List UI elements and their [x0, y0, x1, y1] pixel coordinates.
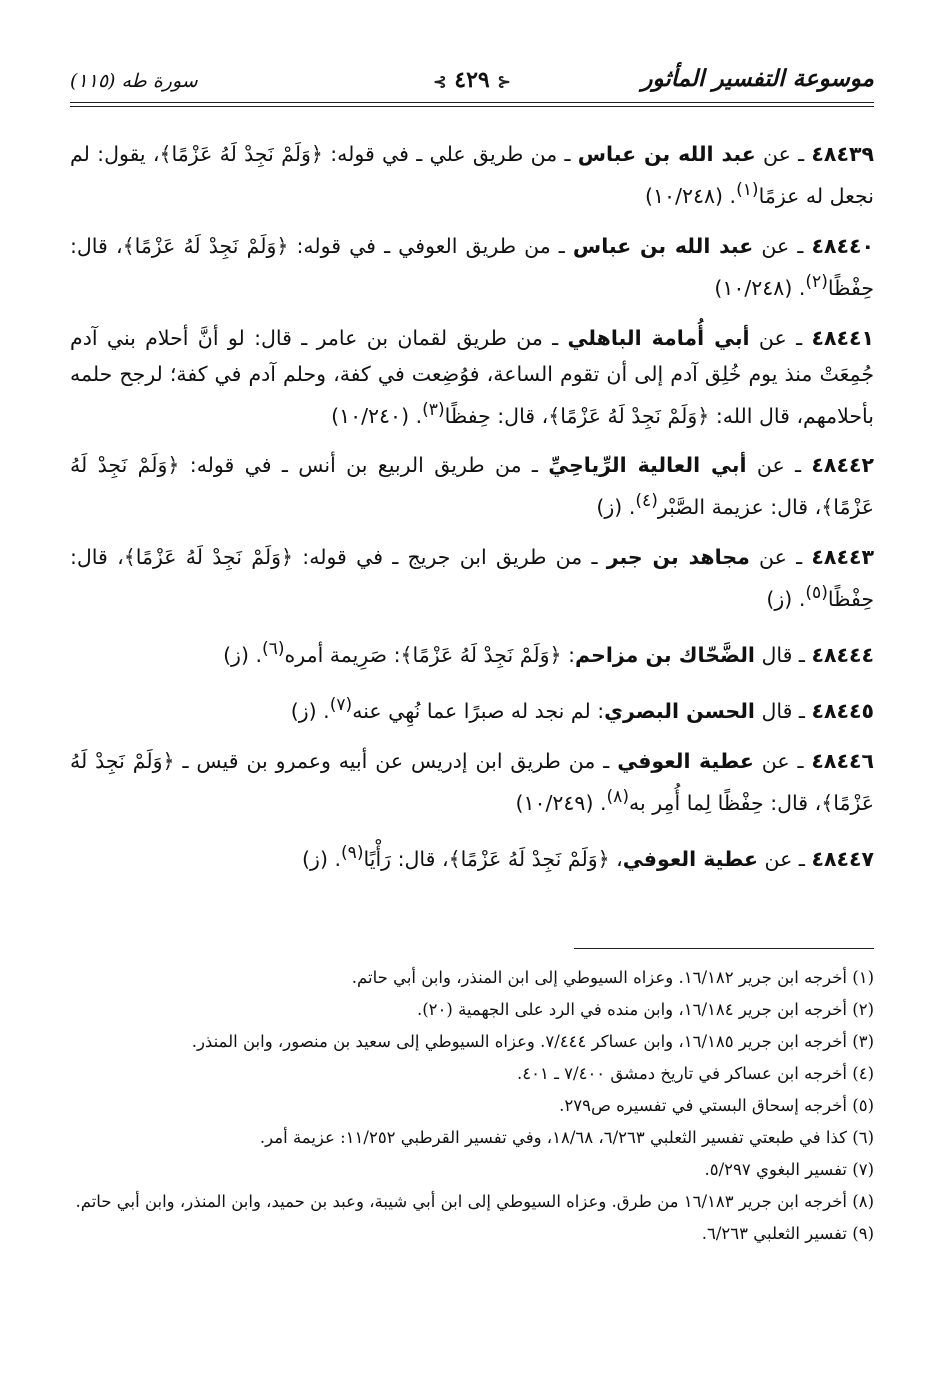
footnote-ref[interactable]: (٧): [329, 694, 353, 715]
narrator-name: أبي أُمامة الباهلي: [567, 325, 750, 350]
entry-text: ـ عن: [753, 748, 812, 773]
entry-text: .: [622, 495, 636, 520]
footnote: (٦) كذا في طبعتي تفسير الثعلبي ٦/٢٦٣، ١٨/٦٨، وفي تفسير القرطبي ١١/٢٥٢: عزيمة أمر.: [259, 1128, 874, 1147]
quran-quote: ﴿وَلَمْ نَجِدْ لَهُ عَزْمًا﴾: [548, 403, 710, 428]
entry-text: .: [248, 642, 263, 667]
source-ref: (ز): [290, 698, 317, 723]
footnote-ref[interactable]: (٣): [422, 399, 445, 420]
narrator-name: الحسن البصري: [604, 698, 755, 723]
footnote: (٤) أخرجه ابن عساكر في تاريخ دمشق ٧/٤٠٠ ـ ٤٠١.: [516, 1064, 874, 1083]
narrator-name: عطية العوفي: [617, 748, 754, 773]
entry: [70, 447, 874, 525]
narrator-name: عبد الله بن عباس: [577, 142, 756, 166]
entry-text: ـ من طريق لقمان بن عامر ـ قال: لو أنَّ أحلام بني آدم جُمِعَتْ منذ يوم خُلِق آدم إلى أن تقوم الساعة، فوُضِعت في كفة، وحلم آدم في كفة؛ لرجح حلمه بأحلامهم، قال الله:: [70, 325, 874, 428]
entry-number: ٤٨٤٤٤: [811, 642, 874, 667]
entry-text: .: [593, 790, 607, 815]
quran-quote: ﴿وَلَمْ نَجِدْ لَهُ عَزْمًا﴾: [123, 545, 294, 570]
source-ref: (ز): [302, 846, 328, 871]
page-number: ٤٢٩: [454, 67, 490, 93]
footnote: (٨) أخرجه ابن جرير ١٦/١٨٣ من طرق. وعزاه السيوطي إلى ابن أبي شيبة، وعبد بن حميد، وابن المنذر، وابن أبي حاتم.: [75, 1192, 874, 1211]
quran-quote: ﴿وَلَمْ نَجِدْ لَهُ عَزْمًا﴾: [70, 748, 874, 815]
entry: [70, 228, 874, 306]
quran-quote: ﴿وَلَمْ نَجِدْ لَهُ عَزْمًا﴾: [70, 453, 874, 520]
entry-number: ٤٨٤٤٠: [811, 233, 874, 258]
narrator-name: عطية العوفي: [622, 846, 759, 871]
narrator-name: مجاهد بن جبر: [606, 545, 750, 570]
entry-text: ،: [609, 846, 623, 871]
entry-text: .: [327, 846, 341, 871]
entry-text: ، قال: حِفْظًا لِما أُمِر به: [629, 790, 822, 815]
footnote-ref[interactable]: (٩): [341, 842, 364, 863]
source-ref: (ز): [596, 495, 623, 520]
entry-text: ـ عن: [753, 233, 812, 258]
footnote-ref[interactable]: (٥): [805, 583, 828, 604]
entry-text: .: [792, 275, 806, 300]
entry-text: ـ عن: [746, 453, 812, 478]
footnote: (٢) أخرجه ابن جرير ١٦/١٨٤، وابن منده في الرد على الجهمية (٢٠).: [416, 1000, 874, 1019]
ornament-right-icon: ⊱: [497, 72, 511, 91]
entry-text: ـ قال: [754, 698, 812, 723]
entry-number: ٤٨٤٤٦: [811, 748, 874, 773]
footnote: (٩) تفسير الثعلبي ٦/٢٦٣.: [701, 1224, 874, 1243]
entry-text: ، قال: حِفظًا: [444, 403, 549, 428]
quran-quote: ﴿وَلَمْ نَجِدْ لَهُ عَزْمًا﴾: [159, 142, 323, 166]
entry-number: ٤٨٤٤٥: [811, 698, 874, 723]
narrator-name: عبد الله بن عباس: [572, 233, 754, 258]
source-ref: (١٠/٢٤٩): [515, 790, 594, 815]
main-text: [70, 136, 874, 890]
entry-text: ـ عن: [755, 142, 812, 166]
header-rule-secondary: [70, 106, 874, 107]
entry: [70, 687, 874, 729]
entry-text: .: [792, 587, 806, 612]
source-ref: (١٠/٢٤٨): [645, 183, 724, 208]
book-title: موسوعة التفسير المأثور: [641, 65, 874, 92]
footnote: (٧) تفسير البغوي ٥/٢٩٧.: [704, 1160, 874, 1179]
quran-quote: ﴿وَلَمْ نَجِدْ لَهُ عَزْمًا﴾: [448, 846, 610, 871]
quran-quote: ﴿وَلَمْ نَجِدْ لَهُ عَزْمًا﴾: [122, 233, 289, 258]
footnote: (٣) أخرجه ابن جرير ١٦/١٨٥، وابن عساكر ٧/٤٤٤. وعزاه السيوطي إلى سعيد بن منصور، وابن المنذر.: [191, 1032, 874, 1051]
footnote-ref[interactable]: (٢): [805, 271, 828, 292]
quran-quote: ﴿وَلَمْ نَجِدْ لَهُ عَزْمًا﴾: [400, 642, 562, 667]
footnote-ref[interactable]: (٨): [606, 786, 630, 807]
footnote-separator: [574, 948, 874, 949]
entry-text: ـ من طريق ابن جريج ـ في قوله:: [293, 545, 607, 570]
entry-text: ـ عن: [758, 846, 812, 871]
entry-number: ٤٨٤٤٢: [811, 453, 874, 478]
entry-number: ٤٨٤٤٣: [811, 545, 874, 570]
footnote-ref[interactable]: (١): [736, 180, 759, 200]
source-ref: (ز): [766, 587, 793, 612]
entry: [70, 320, 874, 434]
entry-text: ـ من طريق ابن إدريس عن أبيه وعمرو بن قيس ـ: [174, 748, 618, 773]
entry-text: ـ من طريق العوفي ـ في قوله:: [288, 233, 573, 258]
footnote: (٥) أخرجه إسحاق البستي في تفسيره ص٢٧٩.: [559, 1096, 874, 1115]
entry-text: ، قال: عزيمة الصَّبْر: [657, 495, 822, 520]
entry-text: ، قال: حِفْظًا: [70, 545, 874, 612]
source-ref: (ز): [223, 642, 249, 667]
footnote: (١) أخرجه ابن جرير ١٦/١٨٢. وعزاه السيوطي إلى ابن المنذر، وابن أبي حاتم.: [351, 968, 874, 987]
entry-text: :: [561, 642, 575, 667]
entry-text: ـ من طريق الربيع بن أنس ـ في قوله:: [179, 453, 549, 478]
entry-text: ـ من طريق علي ـ في قوله:: [322, 142, 578, 166]
entry-text: ـ عن: [749, 325, 812, 350]
footnotes: [70, 962, 874, 1250]
entry-number: ٤٨٤٤١: [811, 325, 874, 350]
entry-number: ٤٨٤٤٧: [811, 846, 874, 871]
ornament-left-icon: ⊰: [433, 72, 447, 91]
footnote-ref[interactable]: (٤): [635, 491, 658, 512]
source-ref: (١٠/٢٤٠): [331, 403, 410, 428]
entry-text: : صَرِيمة أمره: [284, 642, 401, 667]
header-rule: [70, 102, 874, 103]
entry: [70, 631, 874, 673]
entry: [70, 136, 874, 214]
entry-text: ، قال: حِفْظًا: [70, 233, 874, 300]
entry: [70, 539, 874, 617]
entry-text: ، قال: رَأْيًا: [363, 846, 449, 871]
entry: [70, 743, 874, 821]
entry: [70, 835, 874, 877]
narrator-name: الضَّحّاك بن مزاحم: [575, 642, 755, 667]
page-header: [70, 62, 874, 108]
entry-text: .: [409, 403, 423, 428]
entry-number: ٤٨٤٣٩: [811, 142, 874, 166]
source-ref: (١٠/٢٤٨): [714, 275, 793, 300]
surah-label: سورة طه (١١٥): [70, 70, 198, 92]
narrator-name: أبي العالية الرِّياحِيِّ: [548, 453, 747, 478]
entry-text: .: [723, 183, 737, 208]
entry-text: ـ قال: [754, 642, 812, 667]
entry-text: ـ عن: [749, 545, 812, 570]
footnote-ref[interactable]: (٦): [262, 639, 285, 660]
entry-text: ، يقول: لم نجعل له عزمًا: [70, 142, 874, 208]
entry-text: : لم نجد له صبرًا عما نُهِي عنه: [352, 698, 605, 723]
entry-text: .: [316, 698, 330, 723]
